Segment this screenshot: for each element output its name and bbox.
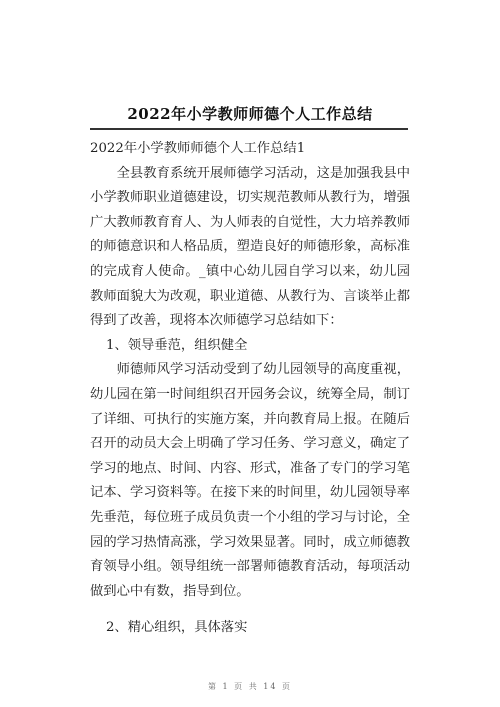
section-spacer bbox=[90, 604, 410, 616]
section-heading-2: 2、精心组织，具体落实 bbox=[105, 620, 248, 636]
paragraph-intro: 全县教育系统开展师德学习活动，这是加强我县中小学教师职业道德建设，切实规范教师从教行为，增强广大教师教育育人、为人师表的自觉性，大力培养教师的师德意识和人格品质，塑造良好的师德形象，高标准的完成育人使命。_镇中心幼儿园自学习以来，幼儿园教师面貌大为改观，职业道德、从教行为、言谈举止都得到了改善，现将本次师德学习总结如下： bbox=[90, 165, 410, 329]
title-divider bbox=[90, 128, 408, 130]
section-heading-1: 1、领导垂范，组织健全 bbox=[105, 337, 248, 353]
document-subtitle: 2022年小学教师师德个人工作总结1 bbox=[90, 141, 306, 156]
paragraph-section-1: 师德师风学习活动受到了幼儿园领导的高度重视，幼儿园在第一时间组织召开园务会议，统筹全局，制订了详细、可执行的实施方案，并向教育局上报。在随后召开的动员大会上明确了学习任务、学习意义，确定了学习的地点、时间、内容、形式，准备了专门的学习笔记本、学习资料等。在接下来的时间里，幼儿园领导率先垂范，每位班子成员负责一个小组的学习与讨论，全园的学习热情高涨，学习效果显著。同时，成立师德教育领导小组。领导组统一部署师德教育活动，每项活动做到心中有数，指导到位。 bbox=[90, 362, 410, 599]
document-title: 2022年小学教师师德个人工作总结 bbox=[127, 105, 373, 123]
page-footer: 第 1 页 共 14 页 bbox=[208, 682, 292, 691]
document-body bbox=[90, 137, 410, 641]
